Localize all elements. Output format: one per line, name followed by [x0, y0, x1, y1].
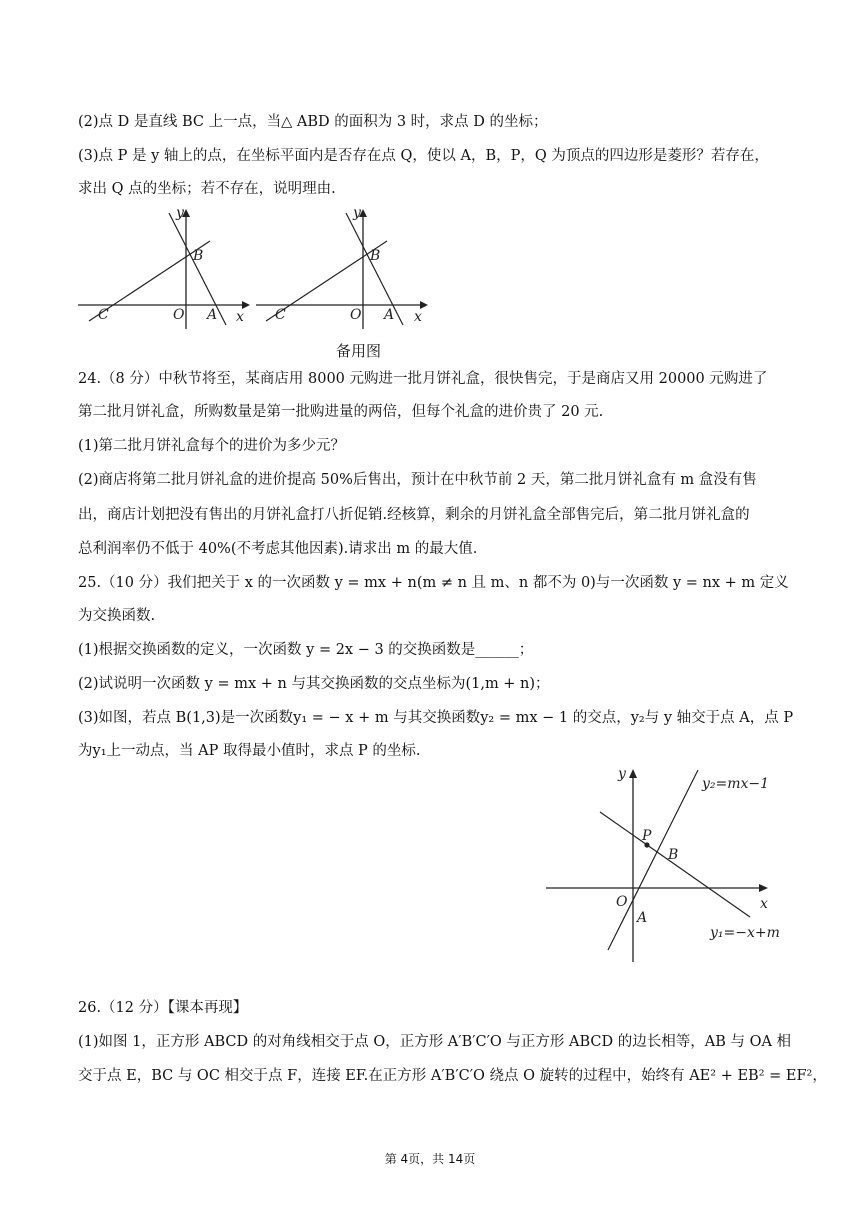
fig3-label-o: O: [616, 894, 628, 910]
fig1-label-a: A: [207, 307, 218, 323]
figure-caption: 备用图: [336, 342, 382, 360]
fig2-label-b: B: [370, 248, 381, 264]
fig2-label-a: A: [384, 307, 395, 323]
problem23-part2: (2)点 D 是直线 BC 上一点，当△ ABD 的面积为 3 时，求点 D 的坐标；: [78, 114, 548, 130]
problem25-part1: (1)根据交换函数的定义，一次函数 y = 2x − 3 的交换函数是______；: [78, 642, 534, 658]
fig2-label-o: O: [350, 307, 362, 323]
fig3-label-p: P: [642, 828, 652, 844]
problem25-part3-line1: (3)如图，若点 B(1,3)是一次函数y₁ = − x + m 与其交换函数y₂ = mx − 1 的交点，y₂与 y 轴交于点 A，点 P: [78, 710, 794, 726]
problem24-line1: 24.（8 分）中秋节将至，某商店用 8000 元购进一批月饼礼盒，很快售完，于是商店又用 20000 元购进了: [78, 371, 768, 387]
problem26-line2: (1)如图 1，正方形 ABCD 的对角线相交于点 O，正方形 A′B′C′O 与正方形 ABCD 的边长相等，AB 与 OA 相: [78, 1034, 792, 1050]
fig3-label-a: A: [637, 910, 648, 926]
fig1-label-x: x: [236, 309, 244, 325]
problem24-part2-line1: (2)商店将第二批月饼礼盒的进价提高 50%后售出，预计在中秋节前 2 天，第二批月饼礼盒有 m 盒没有售: [78, 472, 757, 488]
problem24-part2-line2: 出，商店计划把没有售出的月饼礼盒打八折促销.经核算，剩余的月饼礼盒全部售完后，第二批月饼礼盒的: [78, 507, 750, 523]
figure-1: [78, 205, 250, 329]
problem24-line2: 第二批月饼礼盒，所购数量是第一批购进量的两倍，但每个礼盒的进价贵了 20 元.: [78, 404, 604, 420]
fig1-label-b: B: [193, 248, 204, 264]
figure-2: [256, 205, 428, 329]
page-footer: 第 4页，共 14页: [384, 1152, 476, 1166]
fig1-label-o: O: [173, 307, 185, 323]
fig3-label-y1: y₁=−x+m: [710, 925, 780, 941]
problem24-part2-line3: 总利润率仍不低于 40%(不考虑其他因素).请求出 m 的最大值.: [78, 541, 478, 557]
problem23-part3-line2: 求出 Q 点的坐标；若不存在，说明理由.: [78, 181, 336, 197]
problem24-part1: (1)第二批月饼礼盒每个的进价为多少元？: [78, 438, 346, 454]
fig3-label-y: y: [618, 766, 626, 782]
fig3-label-b: B: [668, 847, 679, 863]
fig3-label-y2: y₂=mx−1: [702, 776, 770, 792]
problem26-line1: 26.（12 分）【课本再现】: [78, 1000, 248, 1016]
problem26-line3: 交于点 E，BC 与 OC 相交于点 F，连接 EF.在正方形 A′B′C′O 绕点 O 旋转的过程中，始终有 AE² + EB² = EF²，: [78, 1068, 827, 1084]
problem25-figure: [540, 762, 800, 967]
problem25-part2: (2)试说明一次函数 y = mx + n 与其交换函数的交点坐标为(1,m + n)；: [78, 676, 550, 692]
problem25-line2: 为交换函数.: [78, 608, 156, 624]
fig1-label-y: y: [176, 205, 184, 221]
problem25-part3-line2: 为y₁上一动点，当 AP 取得最小值时，求点 P 的坐标.: [78, 743, 421, 759]
problem23-figures: [74, 203, 434, 333]
problem25-line1: 25.（10 分）我们把关于 x 的一次函数 y = mx + n(m ≠ n 且 m、n 都不为 0)与一次函数 y = nx + m 定义: [78, 575, 789, 591]
fig3-label-x: x: [760, 896, 768, 912]
fig1-label-c: C: [98, 307, 109, 323]
problem23-part3-line1: (3)点 P 是 y 轴上的点，在坐标平面内是否存在点 Q，使以 A，B，P，Q 为顶点的四边形是菱形？若存在，: [78, 148, 769, 164]
fig2-label-x: x: [414, 309, 422, 325]
fig2-label-c: C: [275, 307, 286, 323]
fig2-label-y: y: [353, 205, 361, 221]
